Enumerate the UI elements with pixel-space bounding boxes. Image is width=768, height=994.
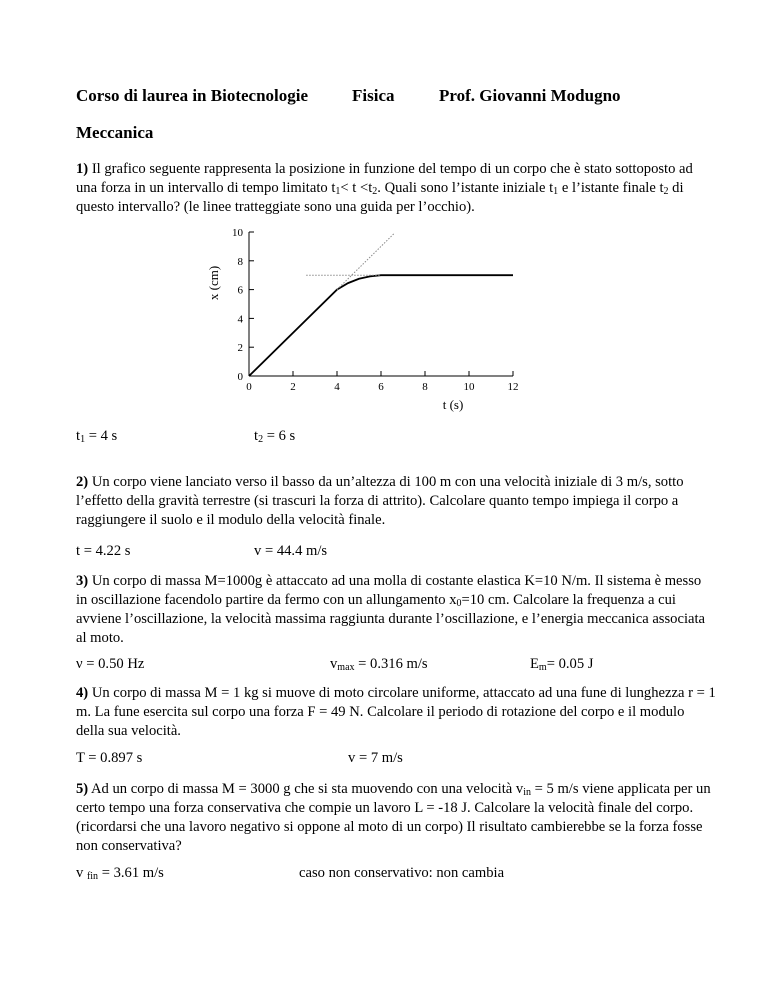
answer-t2: $t_2 = 6$ s xyxy=(254,428,296,445)
subject-name: Fisica xyxy=(352,86,395,105)
answer-nonconservative: caso non conservativo: non cambia xyxy=(299,865,505,881)
x-tick-label: 12 xyxy=(507,381,519,393)
problem-3-number: 3) xyxy=(76,573,89,589)
problem-1-number: 1) xyxy=(76,161,89,177)
answer-t1: $t_1 = 4$ s xyxy=(76,428,118,445)
answer-final-velocity: v $_{fin}$ = 3.61 m/s xyxy=(76,865,164,882)
problem-2-number: 2) xyxy=(76,474,89,490)
y-tick-label: 8 xyxy=(237,255,243,268)
chart-ylabel: x (cm) xyxy=(206,265,221,301)
problem-4-number: 4) xyxy=(76,685,89,701)
problem-3-text: 3) Un corpo di massa M=1000g è attaccato ad una molla di costante elastica K=10 N/m. Il sistema è messo in oscillazione facendolo partire da fermo con un allungamento $x_0=10$ cm. Calcolare la frequenza a cui avviene l’oscillazione, la velocità massima raggiunta durante l’oscillazione, e l’energia meccanica associata al moto. xyxy=(76,573,706,646)
chart-xlabel: t (s) xyxy=(442,397,464,412)
problem-5-text: 5) Ad un corpo di massa M = 3000 g che si sta muovendo con una velocità $v_{in} = 5$ m/s viene applicata per un certo tempo una forza conservativa che compie un lavoro L = -18 J. Calcolare la velocità finale del corpo. (ricordarsi che una lavoro negativo si oppone al moto di un corpo) Il risultato cambierebbe se la forza fosse non conservativa? xyxy=(76,781,711,854)
problem-2-text: 2) Un corpo viene lanciato verso il basso da un’altezza di 100 m con una velocità iniziale di 3 m/s, sotto l’effetto della gravità terrestre (si trascuri la forza di attrito). Calcolare quanto tempo impiega il corpo a raggiungere il suolo e il modulo della velocità finale. xyxy=(76,474,684,528)
answer-frequency: ν = 0.50 Hz xyxy=(76,656,145,672)
y-tick-label: 2 xyxy=(237,342,243,355)
problem-5-number: 5) xyxy=(76,781,89,797)
section-title: Meccanica xyxy=(76,123,154,142)
y-tick-label: 10 xyxy=(232,227,243,239)
problem-1-text: 1) Il grafico seguente rappresenta la posizione in funzione del tempo di un corpo che è stato sottoposto ad una forza in un intervallo di tempo limitato $t_1< t <t_2$. Quali sono l’istante iniziale $t_1$ e l’istante finale $t_2$ di questo intervallo? (le linee tratteggiate sono una guida per l’occhio). xyxy=(76,161,693,215)
guide-line-1 xyxy=(337,233,394,289)
x-tick-label: 8 xyxy=(422,381,428,393)
x-tick-label: 4 xyxy=(334,381,340,393)
answer-vmax: $v_{max} = 0.316$ m/s xyxy=(330,656,428,673)
x-tick-label: 6 xyxy=(378,381,384,393)
course-name: Corso di laurea in Biotecnologie xyxy=(76,86,309,105)
x-tick-label: 10 xyxy=(463,381,475,393)
answer-period: T = 0.897 s xyxy=(76,750,143,766)
position-curve xyxy=(249,275,513,376)
y-tick-label: 0 xyxy=(237,371,243,383)
answer-speed: v = 7 m/s xyxy=(348,750,403,766)
x-tick-label: 0 xyxy=(246,381,252,393)
y-tick-label: 4 xyxy=(237,313,243,326)
professor-name: Prof. Giovanni Modugno xyxy=(439,86,621,105)
answer-velocity: v = 44.4 m/s xyxy=(254,543,328,559)
answer-energy: $E_m= 0.05$ J xyxy=(530,656,594,673)
problem-4-text: 4) Un corpo di massa M = 1 kg si muove di moto circolare uniforme, attaccato ad una fune di lunghezza r = 1 m. La fune esercita sul corpo una forza F = 49 N. Calcolare il periodo di rotazione del corpo e il modulo della sua velocità. xyxy=(76,685,716,739)
y-tick-label: 6 xyxy=(237,284,243,297)
x-tick-label: 2 xyxy=(290,381,296,393)
answer-time: t = 4.22 s xyxy=(76,543,131,559)
